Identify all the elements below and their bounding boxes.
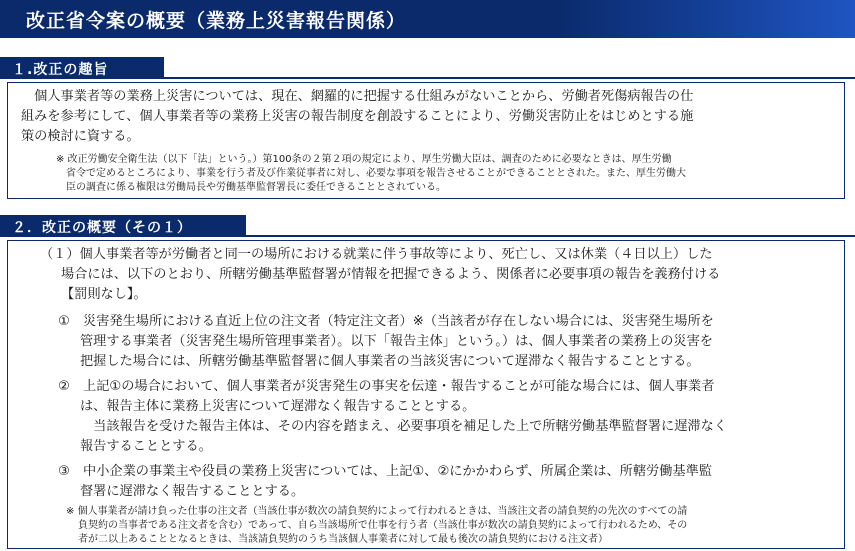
section2-header <box>0 215 855 237</box>
section1-header <box>0 57 855 79</box>
item3-line-1: ③ 中小企業の事業主や役員の業務上災害については、上記①、②にかかわらず、所属企業は、所轄労働基準監 <box>58 464 712 479</box>
section1-note-line-1: ※ 改正労働安全衛生法（以下「法」という。）第100条の２第２項の規定により、厚生労働大臣は、調査のために必要なときは、厚生労働 <box>56 154 672 165</box>
section1-note-line-3: 臣の調査に係る権限は労働局長や労働基準監督署長に委任できることとされている。 <box>66 182 446 193</box>
title-accent-gradient <box>555 0 855 38</box>
section2-note-line-1: ※ 個人事業者が請け負った仕事の注文者（当該仕事が数次の請負契約によって行われるときは、当該注文者の請負契約の先次のすべての請 <box>66 506 688 517</box>
section1-body-line-3: 策の検討に資する。 <box>21 129 140 144</box>
section1-rule <box>164 77 855 79</box>
section2-heading: ２．改正の概要（その１） <box>0 215 246 237</box>
page-title: 改正省令案の概要（業務上災害報告関係） <box>26 10 407 32</box>
section2-intro-line-1: （１）個人事業者等が労働者と同一の場所における就業に伴う事故等により、死亡し、又は休業（４日以上）した <box>40 247 713 262</box>
section1-note-line-2: 省令で定めるところにより、事業を行う者及び作業従事者に対し、必要な事項を報告させることができることとされた。また、厚生労働大 <box>66 168 686 179</box>
section1-heading: １.改正の趣旨 <box>0 57 164 79</box>
section1-body-line-2: 組みを参考にして、個人事業者等の業務上災害の報告制度を創設することにより、労働災害防止をはじめとする施 <box>21 109 694 124</box>
item2-line-4: 報告することとする。 <box>80 439 212 454</box>
section2-note-line-2: 負契約の当事者である注文者を含む）であって、自ら当該場所で仕事を行う者（当該仕事が数次の請負契約によって行われるため、その <box>78 520 688 531</box>
item1-line-3: 把握した場合には、所轄労働基準監督署に個人事業者の当該災害について遅滞なく報告することとする。 <box>80 354 700 369</box>
title-bar <box>0 0 855 38</box>
item1-line-1: ① 災害発生場所における直近上位の注文者（特定注文者）※（当該者が存在しない場合には、災害発生場所を <box>58 314 714 329</box>
section2-box <box>7 240 845 549</box>
section2-note-line-3: 者が二以上あることとなるときは、当該請負契約のうち当該個人事業者に対して最も後次の請負契約における注文者） <box>78 534 608 545</box>
section1-body-line-1: 個人事業者等の業務上災害については、現在、網羅的に把握する仕組みがないことから、労働者死傷病報告の仕 <box>21 89 694 104</box>
section2-intro-line-2: 場合には、以下のとおり、所轄労働基準監督署が情報を把握できるよう、関係者に必要事項の報告を義務付ける <box>61 267 721 282</box>
item1-line-2: 管理する事業者（災害発生場所管理事業者）。以下「報告主体」という。）は、個人事業者の業務上の災害を <box>80 334 713 349</box>
item2-line-3: 当該報告を受けた報告主体は、その内容を踏まえ、必要事項を補足した上で所轄労働基準監督署に遅滞なく <box>80 419 727 434</box>
item2-line-2: は、報告主体に業務上災害について遅滞なく報告することとする。 <box>80 399 476 414</box>
item3-line-2: 督署に遅滞なく報告することとする。 <box>80 484 305 499</box>
section2-intro-line-3: 【罰則なし】。 <box>61 287 147 302</box>
section1-box <box>7 82 845 199</box>
section2-rule <box>246 235 855 237</box>
item2-line-1: ② 上記①の場合において、個人事業者が災害発生の事実を伝達・報告することが可能な場合には、個人事業者 <box>58 379 715 394</box>
